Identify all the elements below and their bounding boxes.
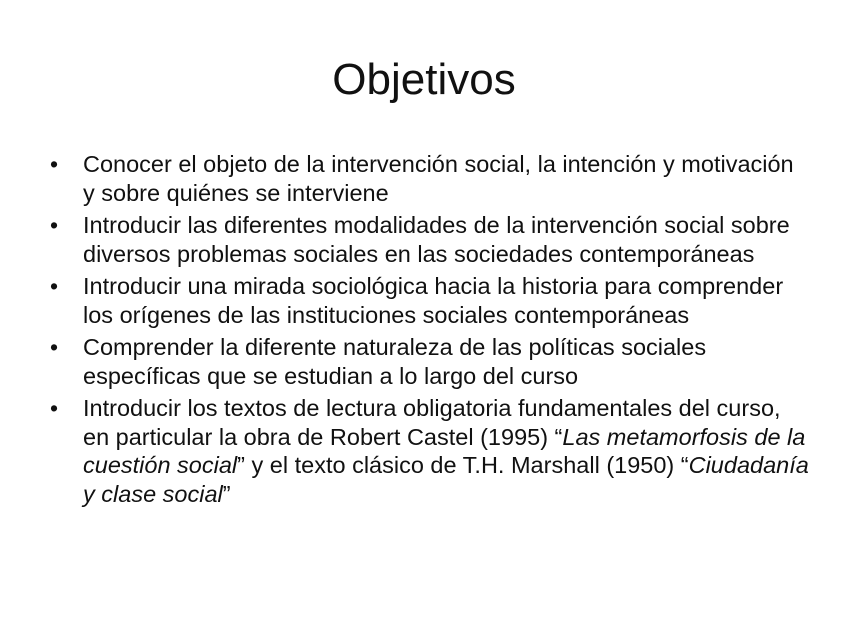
bullet-text: Conocer el objeto de la intervención social, la intención y motivación y sobre quiénes se interviene — [83, 151, 794, 206]
bullet-item-5 — [50, 394, 810, 508]
bullet-text: Introducir las diferentes modalidades de la intervención social sobre diversos problemas sociales en las sociedades contemporáneas — [83, 212, 790, 267]
bullet-text: Comprender la diferente naturaleza de las políticas sociales específicas que se estudian a lo largo del curso — [83, 334, 707, 389]
bullet-icon: • — [50, 334, 59, 360]
bullet-icon: • — [50, 151, 59, 177]
bullet-text-segment: ” — [222, 480, 231, 507]
bullet-icon: • — [50, 212, 59, 238]
bullet-icon: • — [50, 395, 59, 421]
bullet-text-segment: Introducir los textos de lectura obligatoria fundamentales del curso, en particular la obra de Robert Castel (1995) “ — [83, 395, 781, 450]
bullet-item-3 — [50, 272, 810, 329]
bullet-text — [83, 395, 809, 507]
bullet-text-segment: ” y el texto clásico de T.H. Marshall (1950) “ — [237, 452, 689, 478]
bullet-item-1 — [50, 150, 810, 207]
book-title-castel: Las metamorfosis de la cuestión social — [83, 423, 806, 478]
bullet-text: Introducir una mirada sociológica hacia la historia para comprender los orígenes de las instituciones sociales contemporáneas — [83, 273, 784, 328]
bullet-icon: • — [50, 273, 59, 299]
bullet-item-2 — [50, 211, 810, 268]
slide-title: Objetivos — [332, 55, 516, 104]
objectives-list — [50, 150, 810, 512]
book-title-marshall: Ciudadanía y clase social — [83, 452, 809, 507]
bullet-item-4 — [50, 333, 810, 390]
